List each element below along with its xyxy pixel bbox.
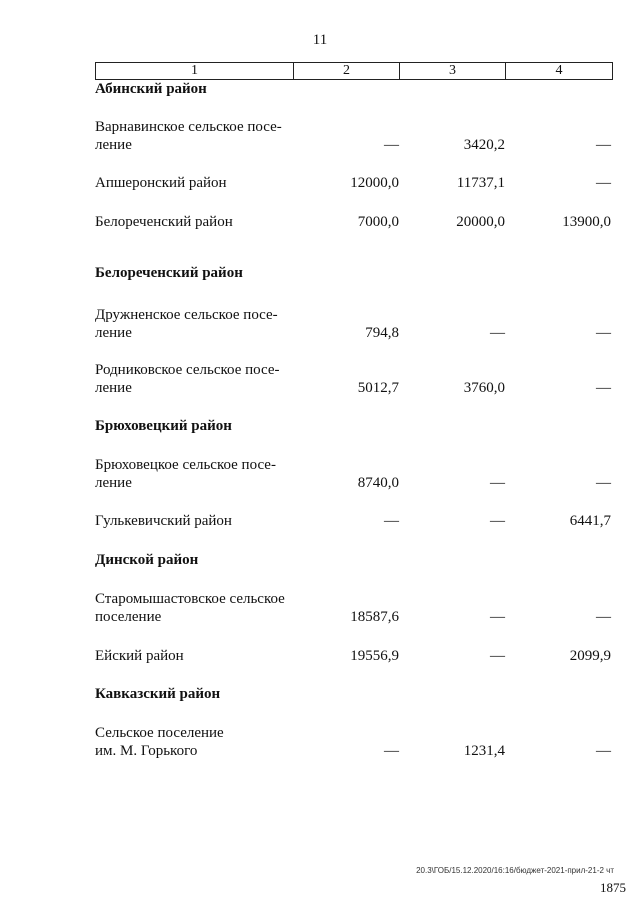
- value-col-3: —: [490, 475, 505, 491]
- table-row: [95, 302, 613, 342]
- row-name: Гулькевичский район: [95, 513, 232, 529]
- district-heading: Динской район: [95, 552, 199, 568]
- value-col-2: —: [384, 743, 399, 759]
- value-col-2: 8740,0: [357, 475, 399, 491]
- row-name: Апшеронский район: [95, 175, 227, 191]
- table-row: [95, 152, 613, 192]
- table-row: [95, 490, 613, 530]
- section-heading-row: [95, 242, 613, 282]
- value-col-2: 5012,7: [357, 380, 399, 396]
- value-col-2: 19556,9: [350, 648, 399, 664]
- header-col-3: 3: [400, 63, 506, 79]
- row-name: Белореченский район: [95, 214, 233, 230]
- section-heading-row: [95, 663, 613, 703]
- header-col-2: 2: [294, 63, 400, 79]
- document-stamp: 20.3\ГОБ/15.12.2020/16:16/бюджет-2021-прил-21-2 чт: [416, 866, 614, 875]
- table-row: [95, 720, 613, 760]
- value-col-3: 3760,0: [463, 380, 505, 396]
- value-col-4: —: [596, 743, 611, 759]
- district-heading: Абинский район: [95, 81, 207, 97]
- value-col-3: —: [490, 648, 505, 664]
- value-col-3: —: [490, 513, 505, 529]
- section-heading-row: [95, 395, 613, 435]
- table-row: [95, 625, 613, 665]
- row-name: Старомышастовское сельское поселение: [95, 591, 285, 625]
- value-col-2: 12000,0: [350, 175, 399, 191]
- header-col-1: 1: [96, 63, 294, 79]
- footer-page-number: 1875: [600, 880, 626, 895]
- row-name: Сельское поселение им. М. Горького: [95, 725, 224, 759]
- row-name: Дружненское сельское посе- ление: [95, 307, 278, 341]
- value-col-4: 2099,9: [569, 648, 611, 664]
- page-number: 11: [312, 32, 328, 48]
- value-col-3: 3420,2: [463, 137, 505, 153]
- section-heading-row: [95, 58, 613, 98]
- value-col-4: —: [596, 175, 611, 191]
- value-col-2: —: [384, 137, 399, 153]
- table-row: [95, 586, 613, 626]
- value-col-4: 6441,7: [569, 513, 611, 529]
- value-col-3: —: [490, 325, 505, 341]
- value-col-2: 794,8: [365, 325, 399, 341]
- value-col-3: 1231,4: [463, 743, 505, 759]
- value-col-2: —: [384, 513, 399, 529]
- district-heading: Брюховецкий район: [95, 418, 232, 434]
- value-col-3: 11737,1: [456, 175, 505, 191]
- value-col-4: —: [596, 609, 611, 625]
- value-col-4: —: [596, 137, 611, 153]
- value-col-4: 13900,0: [562, 214, 611, 230]
- value-col-2: 7000,0: [357, 214, 399, 230]
- section-heading-row: [95, 529, 613, 569]
- row-name: Ейский район: [95, 648, 184, 664]
- value-col-3: 20000,0: [456, 214, 505, 230]
- table-row: [95, 357, 613, 397]
- value-col-4: —: [596, 475, 611, 491]
- value-col-4: —: [596, 380, 611, 396]
- row-name: Родниковское сельское посе- ление: [95, 362, 280, 396]
- header-col-4: 4: [555, 63, 563, 78]
- value-col-2: 18587,6: [350, 609, 399, 625]
- row-name: Брюховецкое сельское посе- ление: [95, 457, 276, 491]
- table-row: [95, 452, 613, 492]
- value-col-4: —: [596, 325, 611, 341]
- value-col-3: —: [490, 609, 505, 625]
- row-name: Варнавинское сельское посе- ление: [95, 119, 282, 153]
- district-heading: Кавказский район: [95, 686, 221, 702]
- district-heading: Белореченский район: [95, 265, 243, 281]
- table-row: [95, 114, 613, 154]
- table-row: [95, 191, 613, 231]
